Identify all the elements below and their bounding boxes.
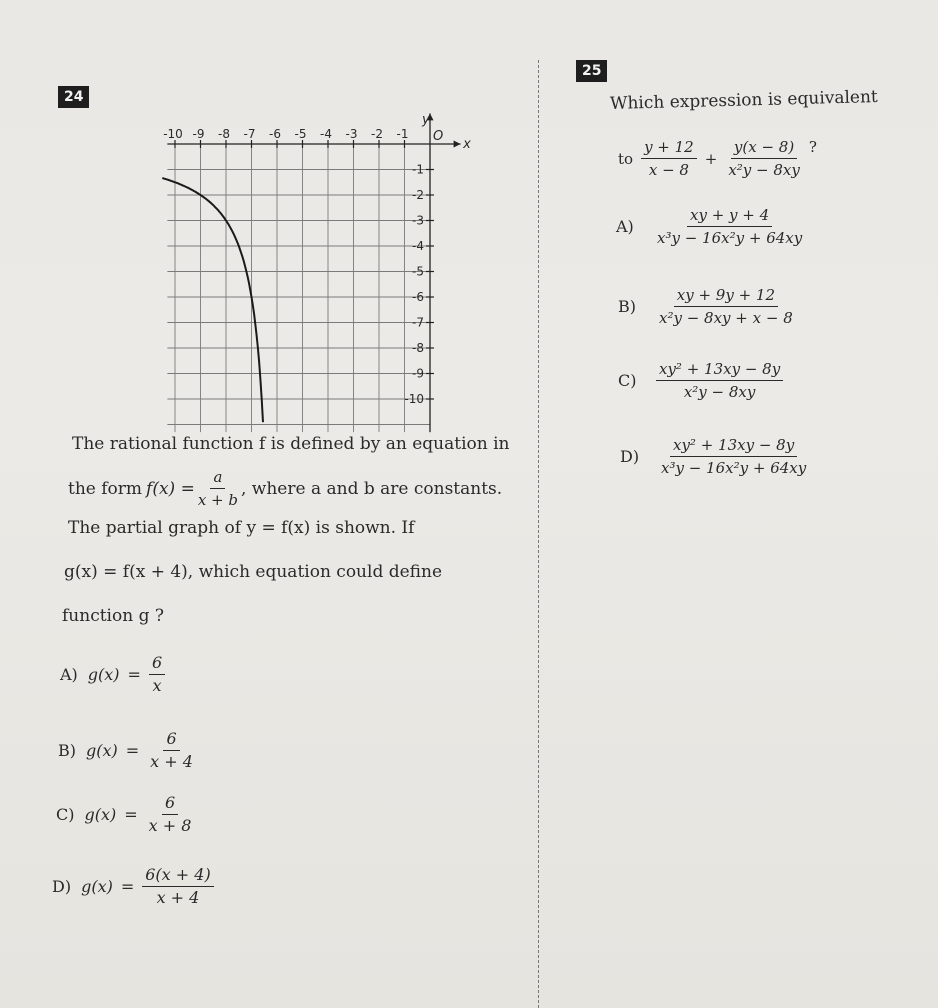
f-definition-fraction <box>195 468 241 509</box>
q24-option-a[interactable] <box>60 654 165 695</box>
q25-fraction-2 <box>725 138 803 179</box>
q25-option-c[interactable] <box>618 360 783 401</box>
question-number-24: 24 <box>58 86 89 108</box>
option-fraction <box>149 654 165 695</box>
q24-text-line3: The partial graph of y = f(x) is shown. If <box>68 518 415 538</box>
q24-text-line2a: the form <box>68 478 143 499</box>
x-tick-label: -4 <box>320 127 332 141</box>
x-tick-label: -10 <box>163 127 183 141</box>
option-fraction <box>142 866 213 907</box>
option-numerator: xy² + 13xy − 8y <box>670 436 797 457</box>
q25-text-line1: Which expression is equivalent <box>609 86 879 114</box>
option-label: B) <box>58 741 76 760</box>
x-tick-label: -2 <box>371 127 383 141</box>
option-numerator: xy² + 13xy − 8y <box>656 360 783 381</box>
option-denominator: x + 4 <box>150 752 193 771</box>
option-fraction <box>147 730 196 771</box>
option-label: A) <box>60 665 78 684</box>
option-numerator: 6 <box>149 654 165 675</box>
option-fraction <box>656 286 796 327</box>
graph-tick-labels <box>163 127 434 406</box>
f-definition-lhs: f(x) = <box>146 478 195 499</box>
option-denominator: x + 4 <box>156 888 200 907</box>
option-numerator: 6 <box>162 794 178 815</box>
x-axis-arrow <box>454 141 461 148</box>
x-tick-label: -7 <box>243 127 256 141</box>
option-equals: = <box>127 665 141 684</box>
q25-fraction-1 <box>641 138 697 179</box>
q25-expression <box>618 138 817 179</box>
x-tick-label: -3 <box>345 127 358 141</box>
option-fraction <box>654 206 805 247</box>
option-denominator: x²y − 8xy + x − 8 <box>659 309 793 327</box>
y-tick-label: -9 <box>412 366 424 381</box>
y-tick-label: -2 <box>412 188 424 202</box>
q24-graph <box>140 100 470 410</box>
option-equals: = <box>125 741 140 760</box>
q24-option-c[interactable] <box>56 794 194 835</box>
option-denominator: x³y − 16x²y + 64xy <box>657 229 803 247</box>
option-equals: = <box>120 877 135 896</box>
column-divider <box>538 60 539 1008</box>
y-tick-label: -1 <box>412 162 424 177</box>
graph-grid <box>167 144 430 432</box>
q24-text-line1: The rational function f is defined by an equation in <box>72 434 510 454</box>
option-lhs: g(x) <box>84 805 117 824</box>
option-label: C) <box>618 371 637 390</box>
y-tick-label: -5 <box>412 264 424 279</box>
option-numerator: xy + 9y + 12 <box>674 286 778 307</box>
y-tick-label: -6 <box>412 290 424 304</box>
y-tick-label: -4 <box>412 239 424 253</box>
x-tick-label: -9 <box>192 127 205 141</box>
q25-question-mark: ? <box>808 138 817 156</box>
q25-fraction-2-numerator: y(x − 8) <box>731 138 797 159</box>
q25-option-a[interactable] <box>616 206 805 247</box>
q25-option-d[interactable] <box>620 436 809 477</box>
option-label: B) <box>618 297 636 316</box>
x-axis-label: x <box>463 137 471 152</box>
option-denominator: x²y − 8xy <box>683 383 756 401</box>
function-curve <box>162 178 263 422</box>
option-denominator: x <box>152 676 162 695</box>
f-numerator: a <box>210 468 225 489</box>
option-label: D) <box>620 447 640 466</box>
option-lhs: g(x) <box>81 877 113 896</box>
option-label: C) <box>56 805 75 824</box>
x-tick-label: -1 <box>396 127 409 141</box>
origin-label: O <box>433 129 444 144</box>
q24-text-line4: g(x) = f(x + 4), which equation could define <box>64 562 443 582</box>
q24-option-d[interactable] <box>52 866 214 907</box>
q24-text-line2 <box>68 468 502 509</box>
x-tick-label: -5 <box>294 127 307 141</box>
question-number-25: 25 <box>576 60 607 82</box>
option-numerator: 6(x + 4) <box>142 866 213 887</box>
option-label: D) <box>52 877 72 896</box>
q25-to: to <box>618 149 634 168</box>
q25-fraction-1-numerator: y + 12 <box>641 138 697 159</box>
q25-fraction-1-denominator: x − 8 <box>648 161 689 179</box>
q25-option-b[interactable] <box>618 286 796 327</box>
x-tick-label: -8 <box>218 127 230 141</box>
option-label: A) <box>616 217 634 236</box>
option-lhs: g(x) <box>86 741 118 760</box>
option-fraction <box>146 794 195 835</box>
y-tick-label: -7 <box>412 315 424 330</box>
q25-plus: + <box>704 149 718 168</box>
f-denominator: x + b <box>197 491 238 509</box>
option-equals: = <box>124 805 138 824</box>
option-denominator: x + 8 <box>148 816 192 835</box>
option-denominator: x³y − 16x²y + 64xy <box>661 459 807 477</box>
y-axis-label: y <box>422 112 430 128</box>
option-numerator: xy + y + 4 <box>687 206 772 227</box>
option-fraction <box>658 436 809 477</box>
option-fraction <box>656 360 783 401</box>
y-tick-label: -8 <box>412 341 424 355</box>
option-numerator: 6 <box>163 730 179 751</box>
x-tick-label: -6 <box>269 127 281 141</box>
y-tick-label: -3 <box>412 213 424 228</box>
q24-text-line2b: , where a and b are constants. <box>241 478 503 499</box>
q24-option-b[interactable] <box>58 730 196 771</box>
q24-text-line5: function g ? <box>62 606 164 626</box>
y-tick-label: -10 <box>404 392 424 406</box>
q25-fraction-2-denominator: x²y − 8xy <box>728 161 800 179</box>
option-lhs: g(x) <box>87 665 120 684</box>
